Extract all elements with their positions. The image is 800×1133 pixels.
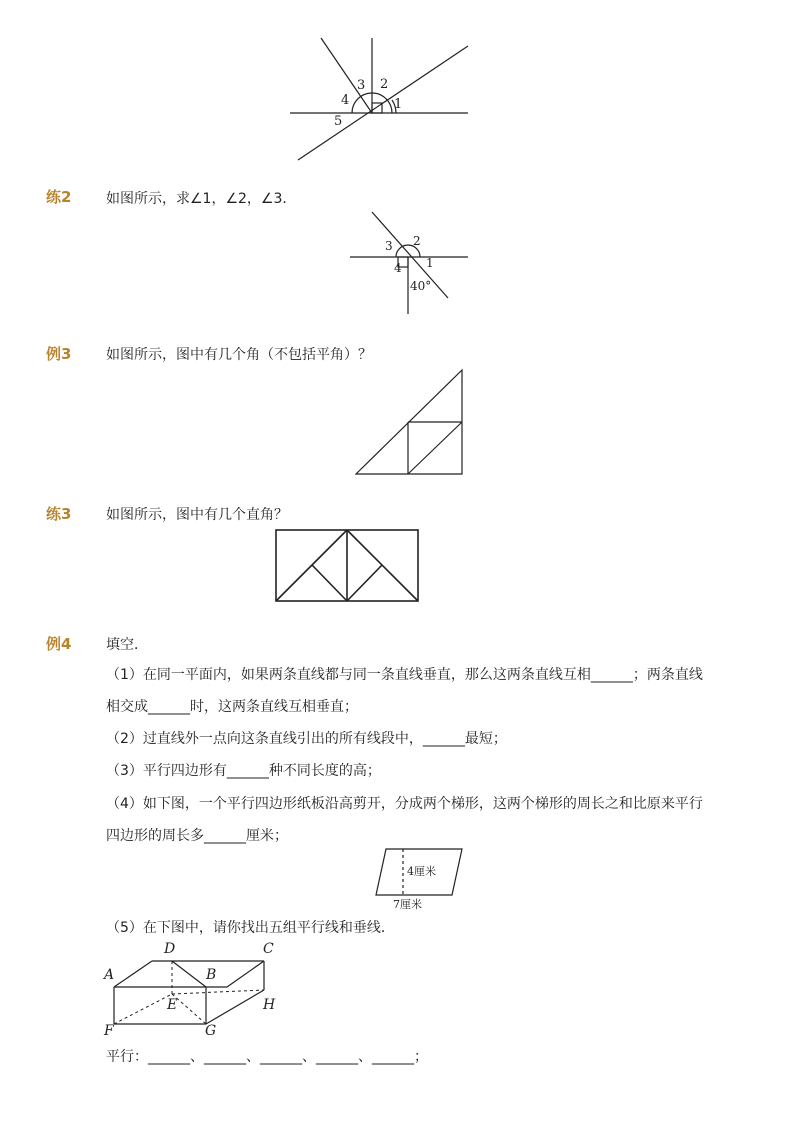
- prism-figure: [0, 937, 800, 1037]
- parallelogram-figure: [0, 845, 800, 915]
- angle-label-5: 5: [334, 114, 343, 129]
- triangle-figure-li3: [0, 360, 800, 480]
- vertex-label-G: G: [205, 1023, 217, 1039]
- exercise-question-lian3: 如图所示，图中有几个直角？: [106, 507, 288, 523]
- vertex-label-E: E: [167, 997, 178, 1013]
- exercise-question-lian2: 如图所示，求∠1，∠2，∠3．: [106, 191, 297, 207]
- angles-figure-top: [0, 0, 800, 170]
- question-1-line-2: 相交成______时，这两条直线互相垂直；: [106, 699, 358, 715]
- vertex-label-A: A: [104, 967, 115, 983]
- lian2-label-40: 40°: [410, 279, 432, 293]
- example-tag-li3: 例3: [46, 345, 72, 363]
- base-label: 7厘米: [393, 898, 422, 911]
- question-1-line-1: （1）在同一平面内，如果两条直线都与同一条直线垂直，那么这两条直线互相______；两条直线: [106, 667, 703, 683]
- vertex-label-F: F: [104, 1023, 114, 1039]
- vertex-label-B: B: [206, 967, 217, 983]
- question-5: （5）在下图中，请你找出五组平行线和垂线．: [106, 920, 395, 936]
- exercise-tag-lian3: 练3: [46, 505, 72, 523]
- angle-label-1: 1: [394, 97, 403, 112]
- question-4-line-2: 四边形的周长多______厘米；: [106, 828, 288, 844]
- example-intro-li4: 填空．: [106, 637, 148, 653]
- lian2-label-4: 4: [394, 261, 402, 275]
- vertex-label-C: C: [263, 941, 274, 957]
- angle-label-2: 2: [380, 77, 389, 92]
- rectangle-figure-lian3: [0, 525, 800, 605]
- lian2-label-3: 3: [385, 239, 393, 253]
- lian2-label-1: 1: [426, 256, 434, 270]
- example-tag-li4: 例4: [46, 635, 72, 653]
- angle-label-3: 3: [357, 78, 366, 93]
- question-2: （2）过直线外一点向这条直线引出的所有线段中，______最短；: [106, 731, 507, 747]
- angles-figure-lian2: [0, 200, 800, 320]
- parallel-answer-line: 平行：______、______、______、______、______；: [106, 1049, 428, 1065]
- exercise-tag-lian2: 练2: [46, 188, 72, 206]
- example-question-li3: 如图所示，图中有几个角（不包括平角）？: [106, 347, 372, 363]
- question-3: （3）平行四边形有______种不同长度的高；: [106, 763, 381, 779]
- question-4-line-1: （4）如下图，一个平行四边形纸板沿高剪开，分成两个梯形，这两个梯形的周长之和比原来平行: [106, 796, 703, 812]
- lian2-label-2: 2: [413, 234, 421, 248]
- height-label: 4厘米: [407, 865, 436, 878]
- vertex-label-D: D: [164, 941, 176, 957]
- vertex-label-H: H: [263, 997, 276, 1013]
- angle-label-4: 4: [341, 93, 350, 108]
